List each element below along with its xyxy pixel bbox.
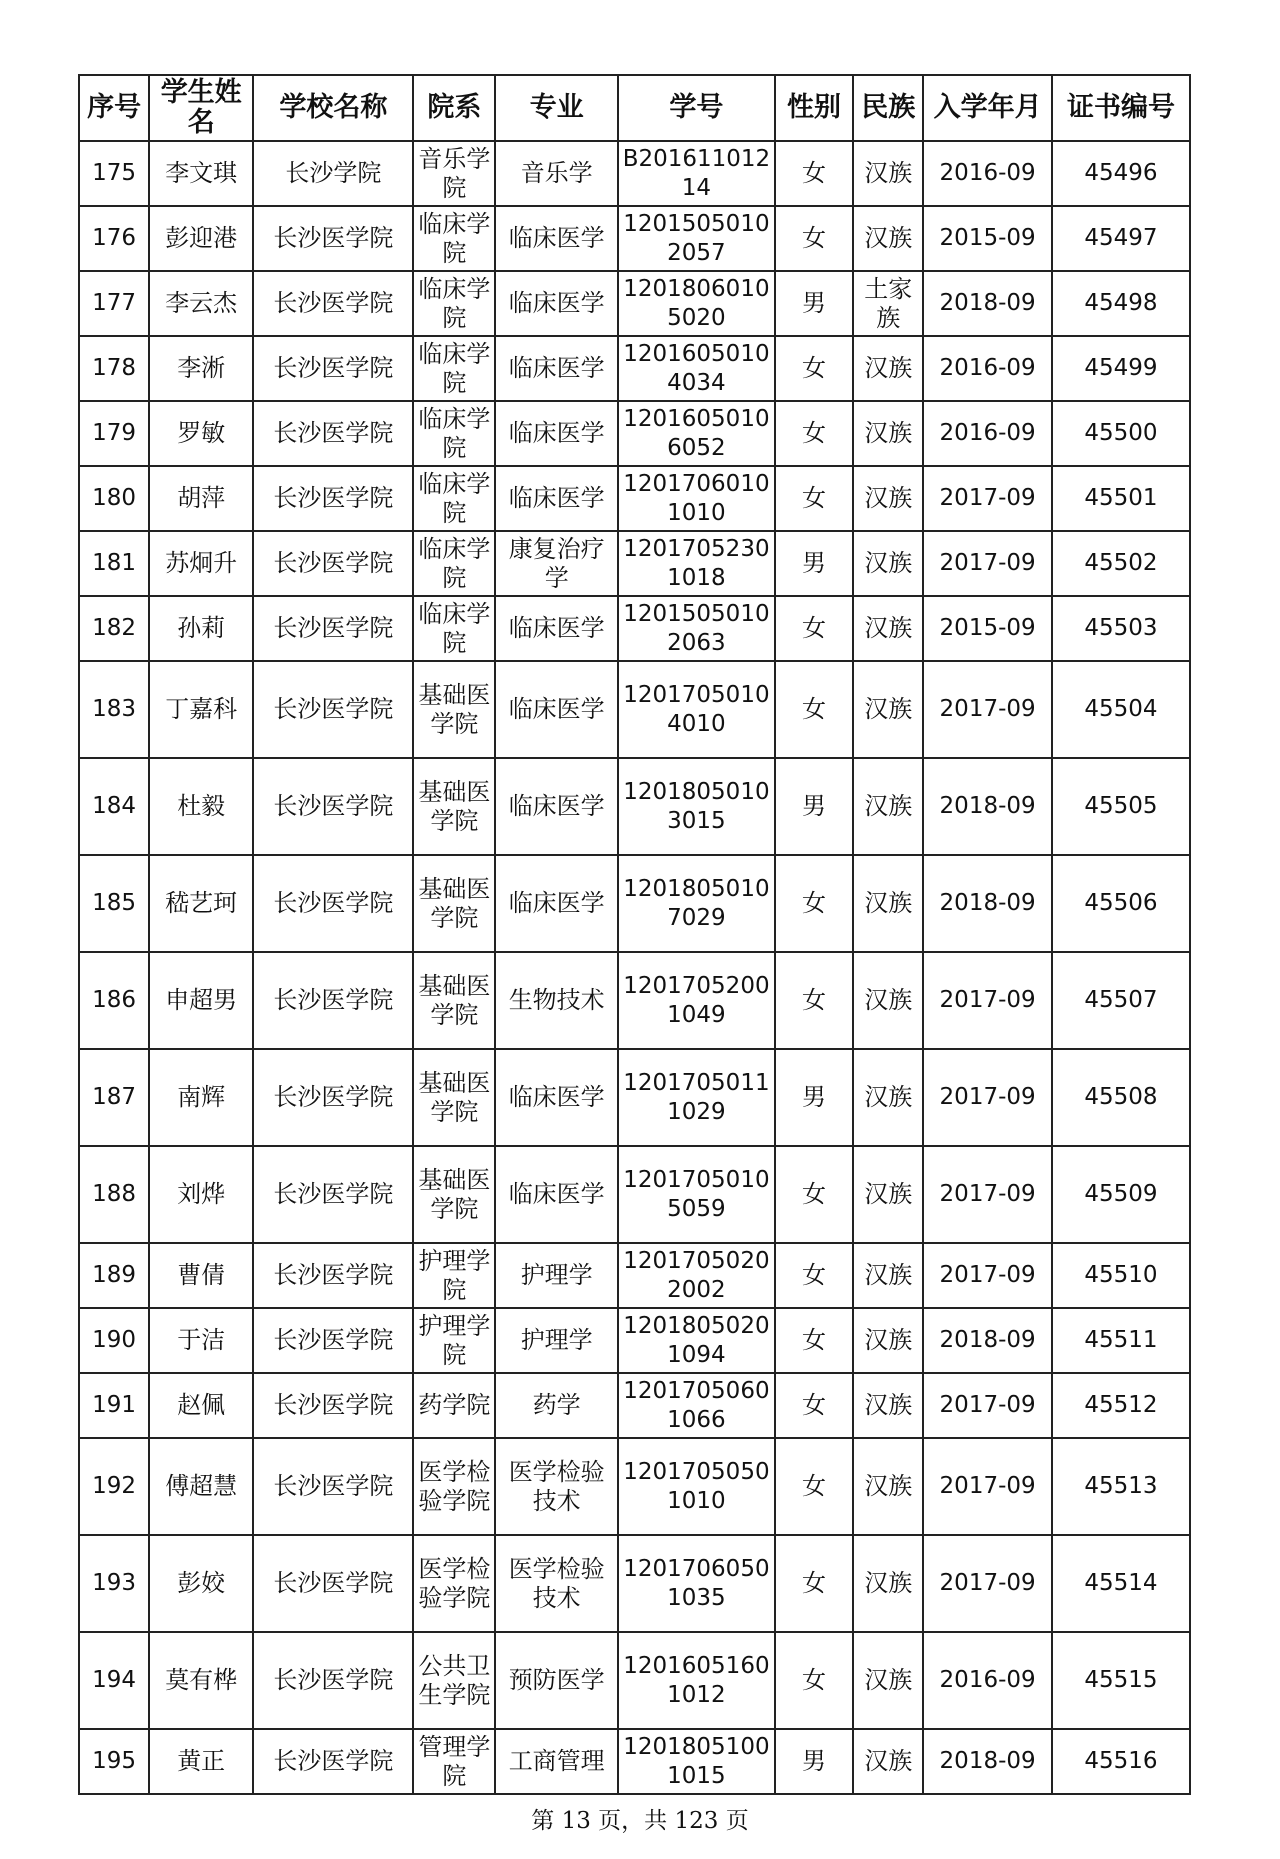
cell-major: 药学: [495, 1373, 618, 1438]
cell-ethnicity: 汉族: [853, 336, 923, 401]
cell-department: 临床学院: [413, 401, 495, 466]
cell-major: 音乐学: [495, 141, 618, 206]
cell-enrollment-date: 2017-09: [923, 1146, 1052, 1243]
cell-school-name: 长沙医学院: [253, 855, 413, 952]
cell-school-name: 长沙医学院: [253, 206, 413, 271]
cell-enrollment-date: 2017-09: [923, 1049, 1052, 1146]
table-row: [79, 1535, 1190, 1632]
table-row: [79, 1243, 1190, 1308]
cell-index: 180: [79, 466, 149, 531]
cell-enrollment-date: 2016-09: [923, 141, 1052, 206]
cell-department: 基础医学院: [413, 758, 495, 855]
cell-index: 182: [79, 596, 149, 661]
cell-major: 临床医学: [495, 206, 618, 271]
cell-certificate-number: 45507: [1052, 952, 1190, 1049]
cell-student-name: 李文琪: [149, 141, 253, 206]
cell-gender: 女: [775, 1438, 853, 1535]
table-row: [79, 1438, 1190, 1535]
cell-ethnicity: 土家族: [853, 271, 923, 336]
header-cell-enrollment-date: 入学年月: [923, 75, 1052, 141]
cell-gender: 女: [775, 1632, 853, 1729]
table-header-row: [79, 75, 1190, 141]
cell-ethnicity: 汉族: [853, 1049, 923, 1146]
cell-student-id: 12017050601066: [618, 1373, 775, 1438]
cell-certificate-number: 45509: [1052, 1146, 1190, 1243]
cell-department: 音乐学院: [413, 141, 495, 206]
cell-student-id: 12018050107029: [618, 855, 775, 952]
cell-ethnicity: 汉族: [853, 1308, 923, 1373]
cell-department: 基础医学院: [413, 952, 495, 1049]
cell-school-name: 长沙医学院: [253, 336, 413, 401]
table-row: [79, 1308, 1190, 1373]
table-row: [79, 1146, 1190, 1243]
cell-certificate-number: 45501: [1052, 466, 1190, 531]
cell-certificate-number: 45503: [1052, 596, 1190, 661]
cell-student-name: 曹倩: [149, 1243, 253, 1308]
cell-gender: 女: [775, 141, 853, 206]
header-cell-ethnicity: 民族: [853, 75, 923, 141]
cell-index: 186: [79, 952, 149, 1049]
header-cell-certificate-number: 证书编号: [1052, 75, 1190, 141]
cell-major: 康复治疗学: [495, 531, 618, 596]
cell-student-id: 12016051601012: [618, 1632, 775, 1729]
cell-index: 184: [79, 758, 149, 855]
cell-school-name: 长沙医学院: [253, 1729, 413, 1794]
page-number-text: 第 13 页，共 123 页: [531, 1808, 749, 1834]
cell-gender: 女: [775, 1243, 853, 1308]
cell-school-name: 长沙医学院: [253, 1632, 413, 1729]
cell-department: 医学检验学院: [413, 1438, 495, 1535]
cell-school-name: 长沙医学院: [253, 466, 413, 531]
cell-department: 药学院: [413, 1373, 495, 1438]
cell-index: 181: [79, 531, 149, 596]
cell-department: 医学检验学院: [413, 1535, 495, 1632]
cell-enrollment-date: 2017-09: [923, 952, 1052, 1049]
header-cell-student-id: 学号: [618, 75, 775, 141]
cell-index: 175: [79, 141, 149, 206]
table-body: [79, 141, 1190, 1794]
cell-gender: 女: [775, 596, 853, 661]
cell-enrollment-date: 2018-09: [923, 271, 1052, 336]
cell-ethnicity: 汉族: [853, 401, 923, 466]
cell-ethnicity: 汉族: [853, 1632, 923, 1729]
cell-certificate-number: 45498: [1052, 271, 1190, 336]
cell-school-name: 长沙医学院: [253, 1535, 413, 1632]
cell-student-id: 12015050102057: [618, 206, 775, 271]
cell-ethnicity: 汉族: [853, 661, 923, 758]
cell-enrollment-date: 2018-09: [923, 855, 1052, 952]
page-footer: [0, 1802, 1280, 1835]
cell-gender: 女: [775, 1535, 853, 1632]
cell-school-name: 长沙医学院: [253, 596, 413, 661]
cell-department: 护理学院: [413, 1243, 495, 1308]
cell-school-name: 长沙医学院: [253, 271, 413, 336]
cell-enrollment-date: 2017-09: [923, 1243, 1052, 1308]
cell-certificate-number: 45512: [1052, 1373, 1190, 1438]
cell-ethnicity: 汉族: [853, 466, 923, 531]
cell-department: 临床学院: [413, 206, 495, 271]
cell-department: 护理学院: [413, 1308, 495, 1373]
cell-student-id: 12017060101010: [618, 466, 775, 531]
cell-student-name: 于洁: [149, 1308, 253, 1373]
student-roster-table: [78, 74, 1191, 1795]
cell-ethnicity: 汉族: [853, 1243, 923, 1308]
cell-ethnicity: 汉族: [853, 952, 923, 1049]
cell-certificate-number: 45516: [1052, 1729, 1190, 1794]
cell-department: 管理学院: [413, 1729, 495, 1794]
cell-school-name: 长沙医学院: [253, 1049, 413, 1146]
cell-ethnicity: 汉族: [853, 855, 923, 952]
cell-certificate-number: 45510: [1052, 1243, 1190, 1308]
cell-gender: 女: [775, 1146, 853, 1243]
cell-enrollment-date: 2016-09: [923, 401, 1052, 466]
cell-student-id: 12016050104034: [618, 336, 775, 401]
cell-enrollment-date: 2017-09: [923, 466, 1052, 531]
cell-ethnicity: 汉族: [853, 1729, 923, 1794]
cell-index: 195: [79, 1729, 149, 1794]
cell-certificate-number: 45502: [1052, 531, 1190, 596]
cell-department: 公共卫生学院: [413, 1632, 495, 1729]
cell-department: 临床学院: [413, 596, 495, 661]
cell-student-name: 罗敏: [149, 401, 253, 466]
cell-gender: 男: [775, 271, 853, 336]
table-row: [79, 855, 1190, 952]
cell-student-id: 12016050106052: [618, 401, 775, 466]
cell-certificate-number: 45504: [1052, 661, 1190, 758]
cell-certificate-number: 45514: [1052, 1535, 1190, 1632]
table-row: [79, 758, 1190, 855]
cell-student-name: 李淅: [149, 336, 253, 401]
cell-major: 医学检验技术: [495, 1438, 618, 1535]
cell-gender: 女: [775, 466, 853, 531]
cell-enrollment-date: 2017-09: [923, 1373, 1052, 1438]
cell-school-name: 长沙医学院: [253, 1308, 413, 1373]
cell-certificate-number: 45511: [1052, 1308, 1190, 1373]
cell-student-name: 胡萍: [149, 466, 253, 531]
header-cell-gender: 性别: [775, 75, 853, 141]
cell-enrollment-date: 2017-09: [923, 661, 1052, 758]
cell-ethnicity: 汉族: [853, 596, 923, 661]
cell-student-id: B20161101214: [618, 141, 775, 206]
cell-major: 护理学: [495, 1243, 618, 1308]
cell-enrollment-date: 2018-09: [923, 1308, 1052, 1373]
cell-student-name: 南辉: [149, 1049, 253, 1146]
cell-major: 临床医学: [495, 271, 618, 336]
table-row: [79, 952, 1190, 1049]
table-row: [79, 401, 1190, 466]
cell-student-name: 李云杰: [149, 271, 253, 336]
cell-ethnicity: 汉族: [853, 1438, 923, 1535]
cell-index: 176: [79, 206, 149, 271]
cell-gender: 女: [775, 401, 853, 466]
cell-student-id: 12017052301018: [618, 531, 775, 596]
cell-major: 医学检验技术: [495, 1535, 618, 1632]
cell-gender: 男: [775, 1049, 853, 1146]
cell-student-id: 12017050501010: [618, 1438, 775, 1535]
cell-school-name: 长沙医学院: [253, 531, 413, 596]
cell-department: 基础医学院: [413, 1146, 495, 1243]
cell-index: 183: [79, 661, 149, 758]
cell-student-id: 12015050102063: [618, 596, 775, 661]
cell-index: 178: [79, 336, 149, 401]
cell-school-name: 长沙医学院: [253, 1373, 413, 1438]
cell-index: 194: [79, 1632, 149, 1729]
cell-ethnicity: 汉族: [853, 531, 923, 596]
cell-index: 187: [79, 1049, 149, 1146]
cell-index: 192: [79, 1438, 149, 1535]
cell-student-name: 彭姣: [149, 1535, 253, 1632]
table-row: [79, 1049, 1190, 1146]
cell-enrollment-date: 2015-09: [923, 596, 1052, 661]
cell-certificate-number: 45497: [1052, 206, 1190, 271]
cell-enrollment-date: 2015-09: [923, 206, 1052, 271]
cell-department: 临床学院: [413, 336, 495, 401]
cell-ethnicity: 汉族: [853, 1373, 923, 1438]
cell-student-name: 嵇艺珂: [149, 855, 253, 952]
cell-enrollment-date: 2016-09: [923, 336, 1052, 401]
cell-major: 临床医学: [495, 661, 618, 758]
cell-certificate-number: 45496: [1052, 141, 1190, 206]
cell-student-name: 苏炯升: [149, 531, 253, 596]
cell-ethnicity: 汉族: [853, 1146, 923, 1243]
cell-enrollment-date: 2018-09: [923, 1729, 1052, 1794]
cell-certificate-number: 45505: [1052, 758, 1190, 855]
table-row: [79, 1729, 1190, 1794]
cell-gender: 女: [775, 661, 853, 758]
cell-school-name: 长沙医学院: [253, 952, 413, 1049]
cell-student-id: 12017050202002: [618, 1243, 775, 1308]
cell-major: 预防医学: [495, 1632, 618, 1729]
cell-major: 临床医学: [495, 1049, 618, 1146]
cell-ethnicity: 汉族: [853, 1535, 923, 1632]
cell-index: 179: [79, 401, 149, 466]
cell-major: 临床医学: [495, 855, 618, 952]
cell-student-id: 12018051001015: [618, 1729, 775, 1794]
cell-department: 临床学院: [413, 466, 495, 531]
cell-gender: 男: [775, 1729, 853, 1794]
cell-school-name: 长沙医学院: [253, 401, 413, 466]
cell-student-name: 赵佩: [149, 1373, 253, 1438]
cell-student-name: 孙莉: [149, 596, 253, 661]
table-row: [79, 206, 1190, 271]
cell-student-id: 12017050104010: [618, 661, 775, 758]
cell-student-name: 彭迎港: [149, 206, 253, 271]
cell-gender: 男: [775, 758, 853, 855]
cell-gender: 女: [775, 855, 853, 952]
cell-school-name: 长沙医学院: [253, 661, 413, 758]
table-row: [79, 141, 1190, 206]
header-cell-index: 序号: [79, 75, 149, 141]
cell-gender: 女: [775, 336, 853, 401]
table-row: [79, 1373, 1190, 1438]
cell-gender: 女: [775, 952, 853, 1049]
cell-school-name: 长沙医学院: [253, 1243, 413, 1308]
table-row: [79, 596, 1190, 661]
header-cell-major: 专业: [495, 75, 618, 141]
table-row: [79, 531, 1190, 596]
cell-enrollment-date: 2017-09: [923, 1535, 1052, 1632]
table-row: [79, 661, 1190, 758]
cell-enrollment-date: 2017-09: [923, 531, 1052, 596]
table-row: [79, 466, 1190, 531]
cell-certificate-number: 45500: [1052, 401, 1190, 466]
cell-major: 生物技术: [495, 952, 618, 1049]
cell-student-id: 12017050111029: [618, 1049, 775, 1146]
table-row: [79, 1632, 1190, 1729]
cell-index: 190: [79, 1308, 149, 1373]
cell-student-id: 12017052001049: [618, 952, 775, 1049]
cell-major: 工商管理: [495, 1729, 618, 1794]
cell-student-name: 莫有桦: [149, 1632, 253, 1729]
cell-gender: 女: [775, 206, 853, 271]
table-row: [79, 336, 1190, 401]
cell-major: 临床医学: [495, 1146, 618, 1243]
cell-index: 177: [79, 271, 149, 336]
cell-certificate-number: 45515: [1052, 1632, 1190, 1729]
cell-certificate-number: 45508: [1052, 1049, 1190, 1146]
cell-student-name: 丁嘉科: [149, 661, 253, 758]
header-cell-school-name: 学校名称: [253, 75, 413, 141]
cell-gender: 女: [775, 1308, 853, 1373]
cell-index: 189: [79, 1243, 149, 1308]
cell-certificate-number: 45499: [1052, 336, 1190, 401]
cell-gender: 男: [775, 531, 853, 596]
cell-student-name: 申超男: [149, 952, 253, 1049]
cell-department: 基础医学院: [413, 661, 495, 758]
cell-student-name: 黄正: [149, 1729, 253, 1794]
cell-school-name: 长沙医学院: [253, 758, 413, 855]
cell-department: 临床学院: [413, 271, 495, 336]
cell-major: 临床医学: [495, 401, 618, 466]
cell-index: 191: [79, 1373, 149, 1438]
cell-student-name: 刘烨: [149, 1146, 253, 1243]
cell-index: 188: [79, 1146, 149, 1243]
cell-enrollment-date: 2016-09: [923, 1632, 1052, 1729]
cell-student-name: 傅超慧: [149, 1438, 253, 1535]
cell-student-id: 12018050103015: [618, 758, 775, 855]
cell-school-name: 长沙医学院: [253, 1146, 413, 1243]
header-cell-student-name: 学生姓名: [149, 75, 253, 141]
cell-gender: 女: [775, 1373, 853, 1438]
cell-department: 基础医学院: [413, 855, 495, 952]
cell-student-id: 12017050105059: [618, 1146, 775, 1243]
cell-student-id: 12017060501035: [618, 1535, 775, 1632]
cell-major: 临床医学: [495, 466, 618, 531]
cell-certificate-number: 45513: [1052, 1438, 1190, 1535]
cell-ethnicity: 汉族: [853, 758, 923, 855]
cell-department: 临床学院: [413, 531, 495, 596]
cell-school-name: 长沙医学院: [253, 1438, 413, 1535]
cell-school-name: 长沙学院: [253, 141, 413, 206]
cell-ethnicity: 汉族: [853, 206, 923, 271]
cell-major: 临床医学: [495, 758, 618, 855]
cell-index: 193: [79, 1535, 149, 1632]
cell-department: 基础医学院: [413, 1049, 495, 1146]
cell-student-id: 12018050201094: [618, 1308, 775, 1373]
cell-major: 临床医学: [495, 596, 618, 661]
cell-certificate-number: 45506: [1052, 855, 1190, 952]
cell-enrollment-date: 2018-09: [923, 758, 1052, 855]
header-cell-department: 院系: [413, 75, 495, 141]
cell-enrollment-date: 2017-09: [923, 1438, 1052, 1535]
cell-major: 临床医学: [495, 336, 618, 401]
cell-student-name: 杜毅: [149, 758, 253, 855]
cell-index: 185: [79, 855, 149, 952]
cell-major: 护理学: [495, 1308, 618, 1373]
cell-student-id: 12018060105020: [618, 271, 775, 336]
cell-ethnicity: 汉族: [853, 141, 923, 206]
table-row: [79, 271, 1190, 336]
